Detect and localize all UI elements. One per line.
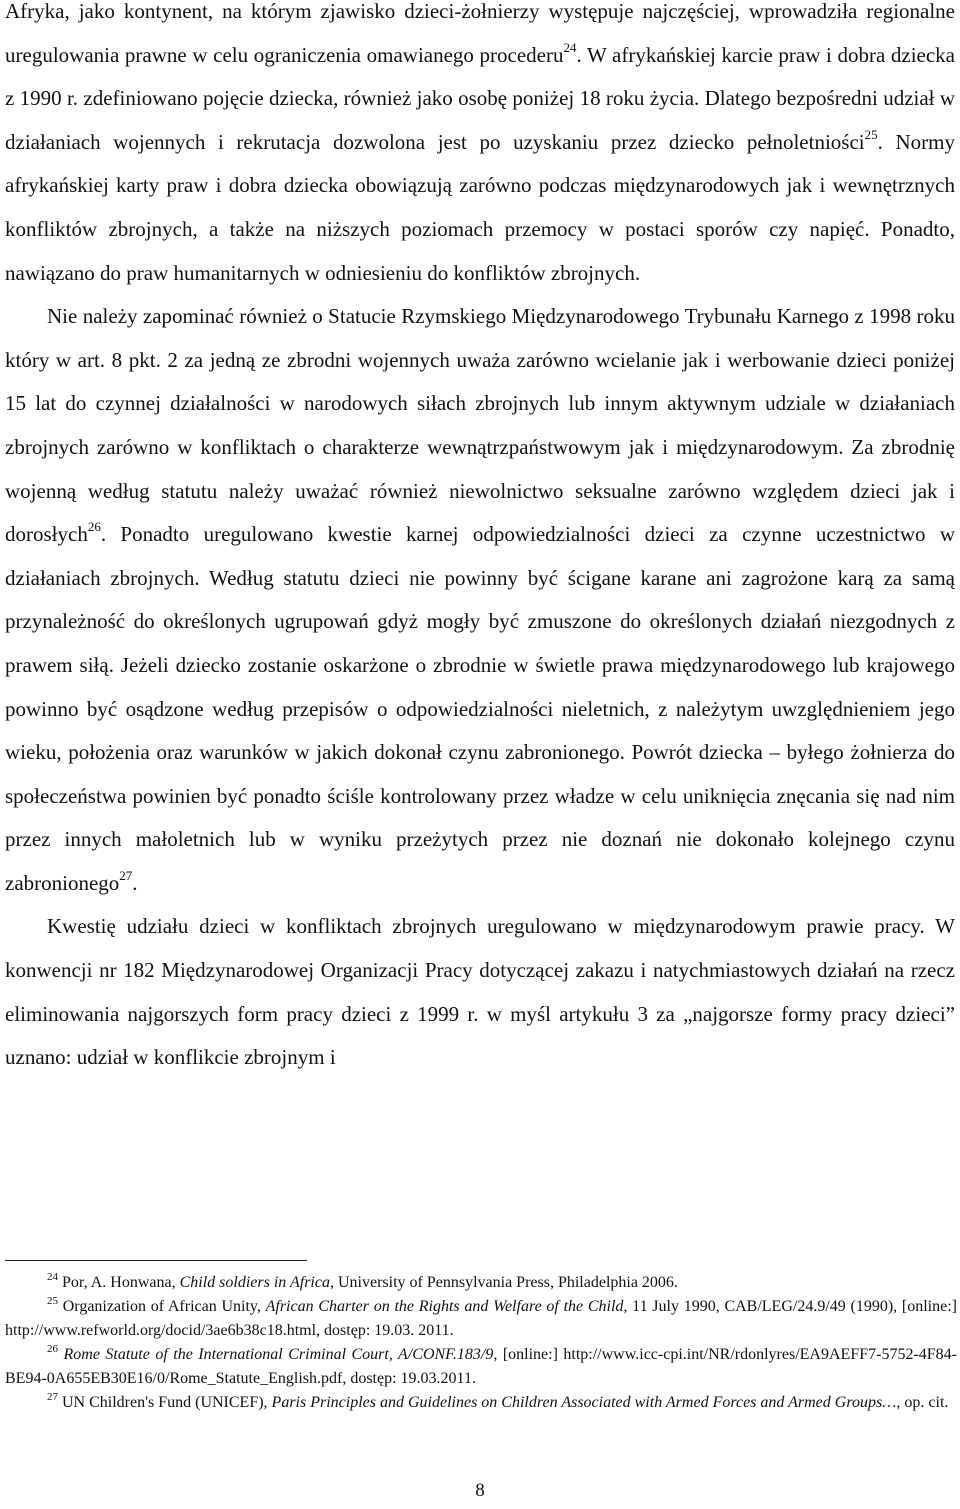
footnote-text: UN Children's Fund (UNICEF),	[58, 1394, 272, 1411]
page-number: 8	[475, 1480, 485, 1501]
footnote-ref-27[interactable]: 27	[119, 867, 133, 883]
paragraph-text: . Normy afrykańskiej karty praw i dobra dziecka obowiązują zarówno podczas międzynarodowych jak i wewnętrznych konfliktów zbrojnych, a także na niższych poziomach przemocy w postaci sporów czy napięć. Ponadto, nawiązano do praw humanitarnych w odniesieniu do konfliktów zbrojnych.	[5, 129, 955, 285]
footnote-title: Rome Statute of the International Criminal Court, A/CONF.183/9	[58, 1346, 494, 1363]
footnote-24	[5, 1271, 957, 1295]
paragraph-text: . W afrykańskiej karcie praw i dobra dziecka z 1990 r. zdefiniowano pojęcie dziecka, również jako osobę poniżej 18 roku życia. Dlatego bezpośredni udział w działaniach wojennych i rekrutacja dozwolona jest po uzyskaniu przez dziecko pełnoletniości	[5, 42, 956, 154]
footnote-25	[5, 1295, 957, 1343]
footnote-number: 24	[47, 1270, 58, 1283]
footnote-number: 26	[47, 1342, 58, 1355]
footnote-26	[5, 1343, 957, 1391]
footnote-ref-26[interactable]: 26	[87, 519, 101, 535]
paragraph-text: .	[132, 870, 138, 895]
footnote-title: African Charter on the Rights and Welfare of the Child	[265, 1298, 624, 1315]
footnote-number: 27	[47, 1390, 58, 1403]
paragraph-text: Kwestię udziału dzieci w konfliktach zbrojnych uregulowano w międzynarodowym prawie pracy. W konwencji nr 182 Międzynarodowej Organizacji Pracy dotyczącej zakazu i natychmiastowych działań na rzecz eliminowania najgorszych form pracy dzieci z 1999 r. w myśl artykułu 3 za „najgorsze formy pracy dzieci” uznano: udział w konflikcie zbrojnym i	[5, 914, 955, 1070]
footnote-title: Child soldiers in Africa	[179, 1274, 330, 1291]
paragraph-text: Nie należy zapominać również o Statucie Rzymskiego Międzynarodowego Trybunału Karnego z 1998 roku który w art. 8 pkt. 2 za jedną ze zbrodni wojennych uważa zarówno wcielanie jak i werbowanie dzieci poniżej 15 lat do czynnej działalności w narodowych siłach zbrojnych lub innym aktywnym udziale w działaniach zbrojnych zarówno w konfliktach o charakterze wewnątrzpaństwowym jak i międzynarodowym. Za zbrodnię wojenną według statutu należy uważać również niewolnictwo seksualne zarówno względem dzieci jak i dorosłych	[5, 304, 955, 547]
footnote-text: Por, A. Honwana,	[58, 1274, 180, 1291]
footnote-title: Paris Principles and Guidelines on Children Associated with Armed Forces and Armed Groups…	[271, 1394, 897, 1411]
paragraph-rome-statute	[5, 295, 955, 905]
footnote-27	[5, 1391, 957, 1415]
footnote-number: 25	[47, 1294, 58, 1307]
paragraph-africa	[5, 0, 955, 295]
document-page	[5, 0, 957, 1501]
footnote-ref-25[interactable]: 25	[864, 126, 878, 142]
paragraph-text: . Ponadto uregulowano kwestie karnej odpowiedzialności dzieci za czynne uczestnictwo w działaniach zbrojnych. Według statutu dzieci nie powinny być ścigane karane ani zagrożone karą za samą przynależność do określonych ugrupowań gdyż mogły być zmuszone do określonych działań niezgodnych z prawem siłą. Jeżeli dziecko zostanie oskarżone o zbrodnie w świetle prawa międzynarodowego lub krajowego powinno być osądzone według przepisów o odpowiedzialności nieletnich, z należytym uwzględnieniem jego wieku, położenia oraz warunków w jakich dokonał czynu zabronionego. Powrót dziecka – byłego żołnierza do społeczeństwa powinien być ponadto ściśle kontrolowany przez władze w celu uniknięcia znęcania się nad nim przez innych małoletnich lub w wyniku przeżytych przez nie doznań nie dokonało kolejnego czynu zabronionego	[5, 522, 955, 895]
footnotes	[5, 1271, 957, 1415]
footnote-ref-24[interactable]: 24	[563, 39, 577, 55]
footnote-text[interactable]: , 11 July 1990, CAB/LEG/24.9/49 (1990), [online:] http://www.refworld.org/docid/3ae6b38c18.html, dostęp: 19.03. 2011.	[5, 1298, 957, 1339]
footnote-separator	[5, 1260, 307, 1261]
footnote-text[interactable]: , [online:] http://www.icc-cpi.int/NR/rdonlyres/EA9AEFF7-5752-4F84-BE94-0A655EB30E16/0/Rome_Statute_English.pdf, dostęp: 19.03.2011.	[5, 1346, 957, 1387]
footnote-text: , op. cit.	[896, 1394, 949, 1411]
paragraph-text: Afryka, jako kontynent, na którym zjawisko dzieci-żołnierzy występuje najczęściej, wprowadziła regionalne uregulowania prawne w celu ograniczenia omawianego procederu	[5, 0, 955, 67]
footnote-text: Organization of African Unity,	[58, 1298, 266, 1315]
paragraph-labour-law	[5, 905, 955, 1079]
footnote-text: , University of Pennsylvania Press, Philadelphia 2006.	[329, 1274, 678, 1291]
